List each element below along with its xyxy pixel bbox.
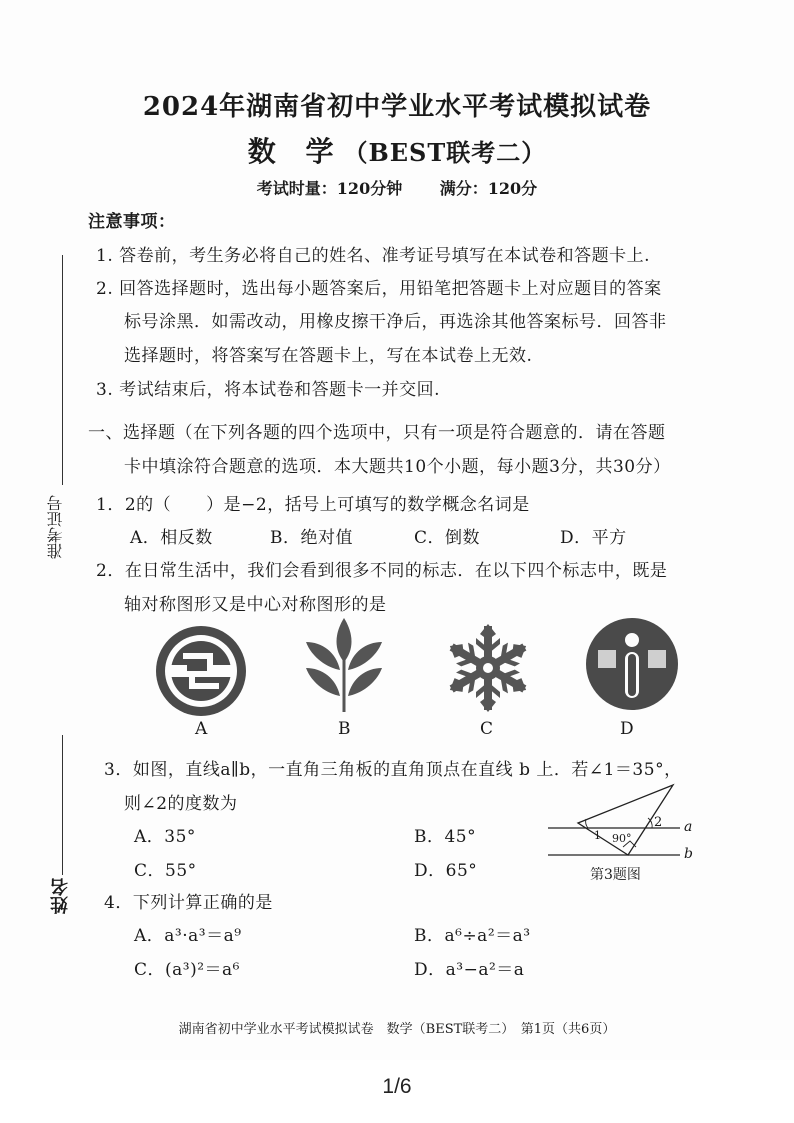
page-footer: 湖南省初中学业水平考试模拟试卷 数学（BEST联考二） 第1页（共6页）	[178, 1022, 616, 1037]
page-indicator: 1/6	[382, 1075, 412, 1098]
logo-c-label: C	[480, 719, 494, 739]
q3-option-a: A．35°	[134, 827, 196, 847]
q2-stem-line1: 2．在日常生活中，我们会看到很多不同的标志．在以下四个标志中，既是	[96, 561, 668, 581]
q3-figure	[548, 783, 698, 863]
q4-stem: 4．下列计算正确的是	[104, 893, 273, 913]
subject-paren: （BEST联考二）	[343, 138, 547, 167]
exam-score: 满分：120分	[439, 179, 538, 198]
q2-stem-line2: 轴对称图形又是中心对称图形的是	[124, 595, 387, 615]
notice-item-3: 3. 考试结束后，将本试卷和答题卡一并交回.	[96, 380, 441, 400]
q1-option-b: B．绝对值	[270, 528, 353, 548]
exam-time: 考试时量：120分钟	[256, 179, 403, 198]
name-label: 姓名	[50, 878, 71, 914]
q3-fig-right-angle: 90°	[612, 832, 632, 845]
logo-b-label: B	[338, 719, 351, 739]
q3-fig-label-a: a	[684, 819, 693, 835]
q3-stem-line1: 3．如图，直线a∥b，一直角三角板的直角顶点在直线 b 上．若∠1＝35°，	[104, 760, 682, 780]
q4-option-c: C．(a³)²＝a⁶	[134, 960, 240, 980]
q3-option-c: C．55°	[134, 861, 197, 881]
q4-option-d: D．a³−a²＝a	[414, 960, 525, 980]
section1-line1: 一、选择题（在下列各题的四个选项中，只有一项是符合题意的．请在答题	[88, 423, 666, 443]
notice-heading: 注意事项：	[88, 212, 176, 232]
q3-option-b: B．45°	[414, 827, 477, 847]
exam-info	[0, 176, 794, 199]
subject-main: 数 学	[247, 135, 344, 168]
exam-title: 2024年湖南省初中学业水平考试模拟试卷	[142, 92, 652, 122]
notice-item-1: 1. 答卷前，考生务必将自己的姓名、准考证号填写在本试卷和答题卡上.	[96, 246, 651, 266]
logo-d-label: D	[620, 719, 635, 739]
q4-option-b: B．a⁶÷a²＝a³	[414, 926, 531, 946]
logo-c-snowflake-icon	[440, 620, 536, 716]
q1-stem: 1．2的（ ）是−2，括号上可填写的数学概念名词是	[96, 495, 530, 515]
name-line	[62, 735, 63, 875]
subject-title	[0, 130, 794, 170]
q1-option-d: D．平方	[560, 528, 627, 548]
notice-item-2-cont: 标号涂黑．如需改动，用橡皮擦干净后，再选涂其他答案标号．回答非	[124, 312, 667, 332]
q4-option-a: A．a³·a³＝a⁹	[134, 926, 242, 946]
logo-d-info-icon	[584, 616, 680, 712]
q1-option-a: A．相反数	[130, 528, 213, 548]
q3-fig-caption: 第3题图	[590, 867, 641, 883]
section1-line2: 卡中填涂符合题意的选项．本大题共10个小题，每小题3分，共30分）	[124, 457, 671, 477]
notice-item-2-cont2: 选择题时，将答案写在答题卡上，写在本试卷上无效.	[124, 346, 533, 366]
logo-b-icon	[298, 614, 390, 714]
notice-item-2: 2. 回答选择题时，选出每小题答案后，用铅笔把答题卡上对应题目的答案	[96, 279, 662, 299]
q3-fig-label-b: b	[684, 846, 693, 862]
exam-no-line	[62, 255, 63, 485]
q3-fig-angle-1: 1	[594, 829, 601, 842]
logo-a-icon	[153, 623, 249, 719]
q1-option-c: C．倒数	[414, 528, 481, 548]
logo-a-label: A	[195, 719, 208, 739]
q3-option-d: D．65°	[414, 861, 478, 881]
q3-stem-line2: 则∠2的度数为	[124, 794, 238, 814]
exam-no-label: 准考证号	[46, 495, 65, 559]
q3-fig-angle-2: 2	[654, 815, 663, 830]
